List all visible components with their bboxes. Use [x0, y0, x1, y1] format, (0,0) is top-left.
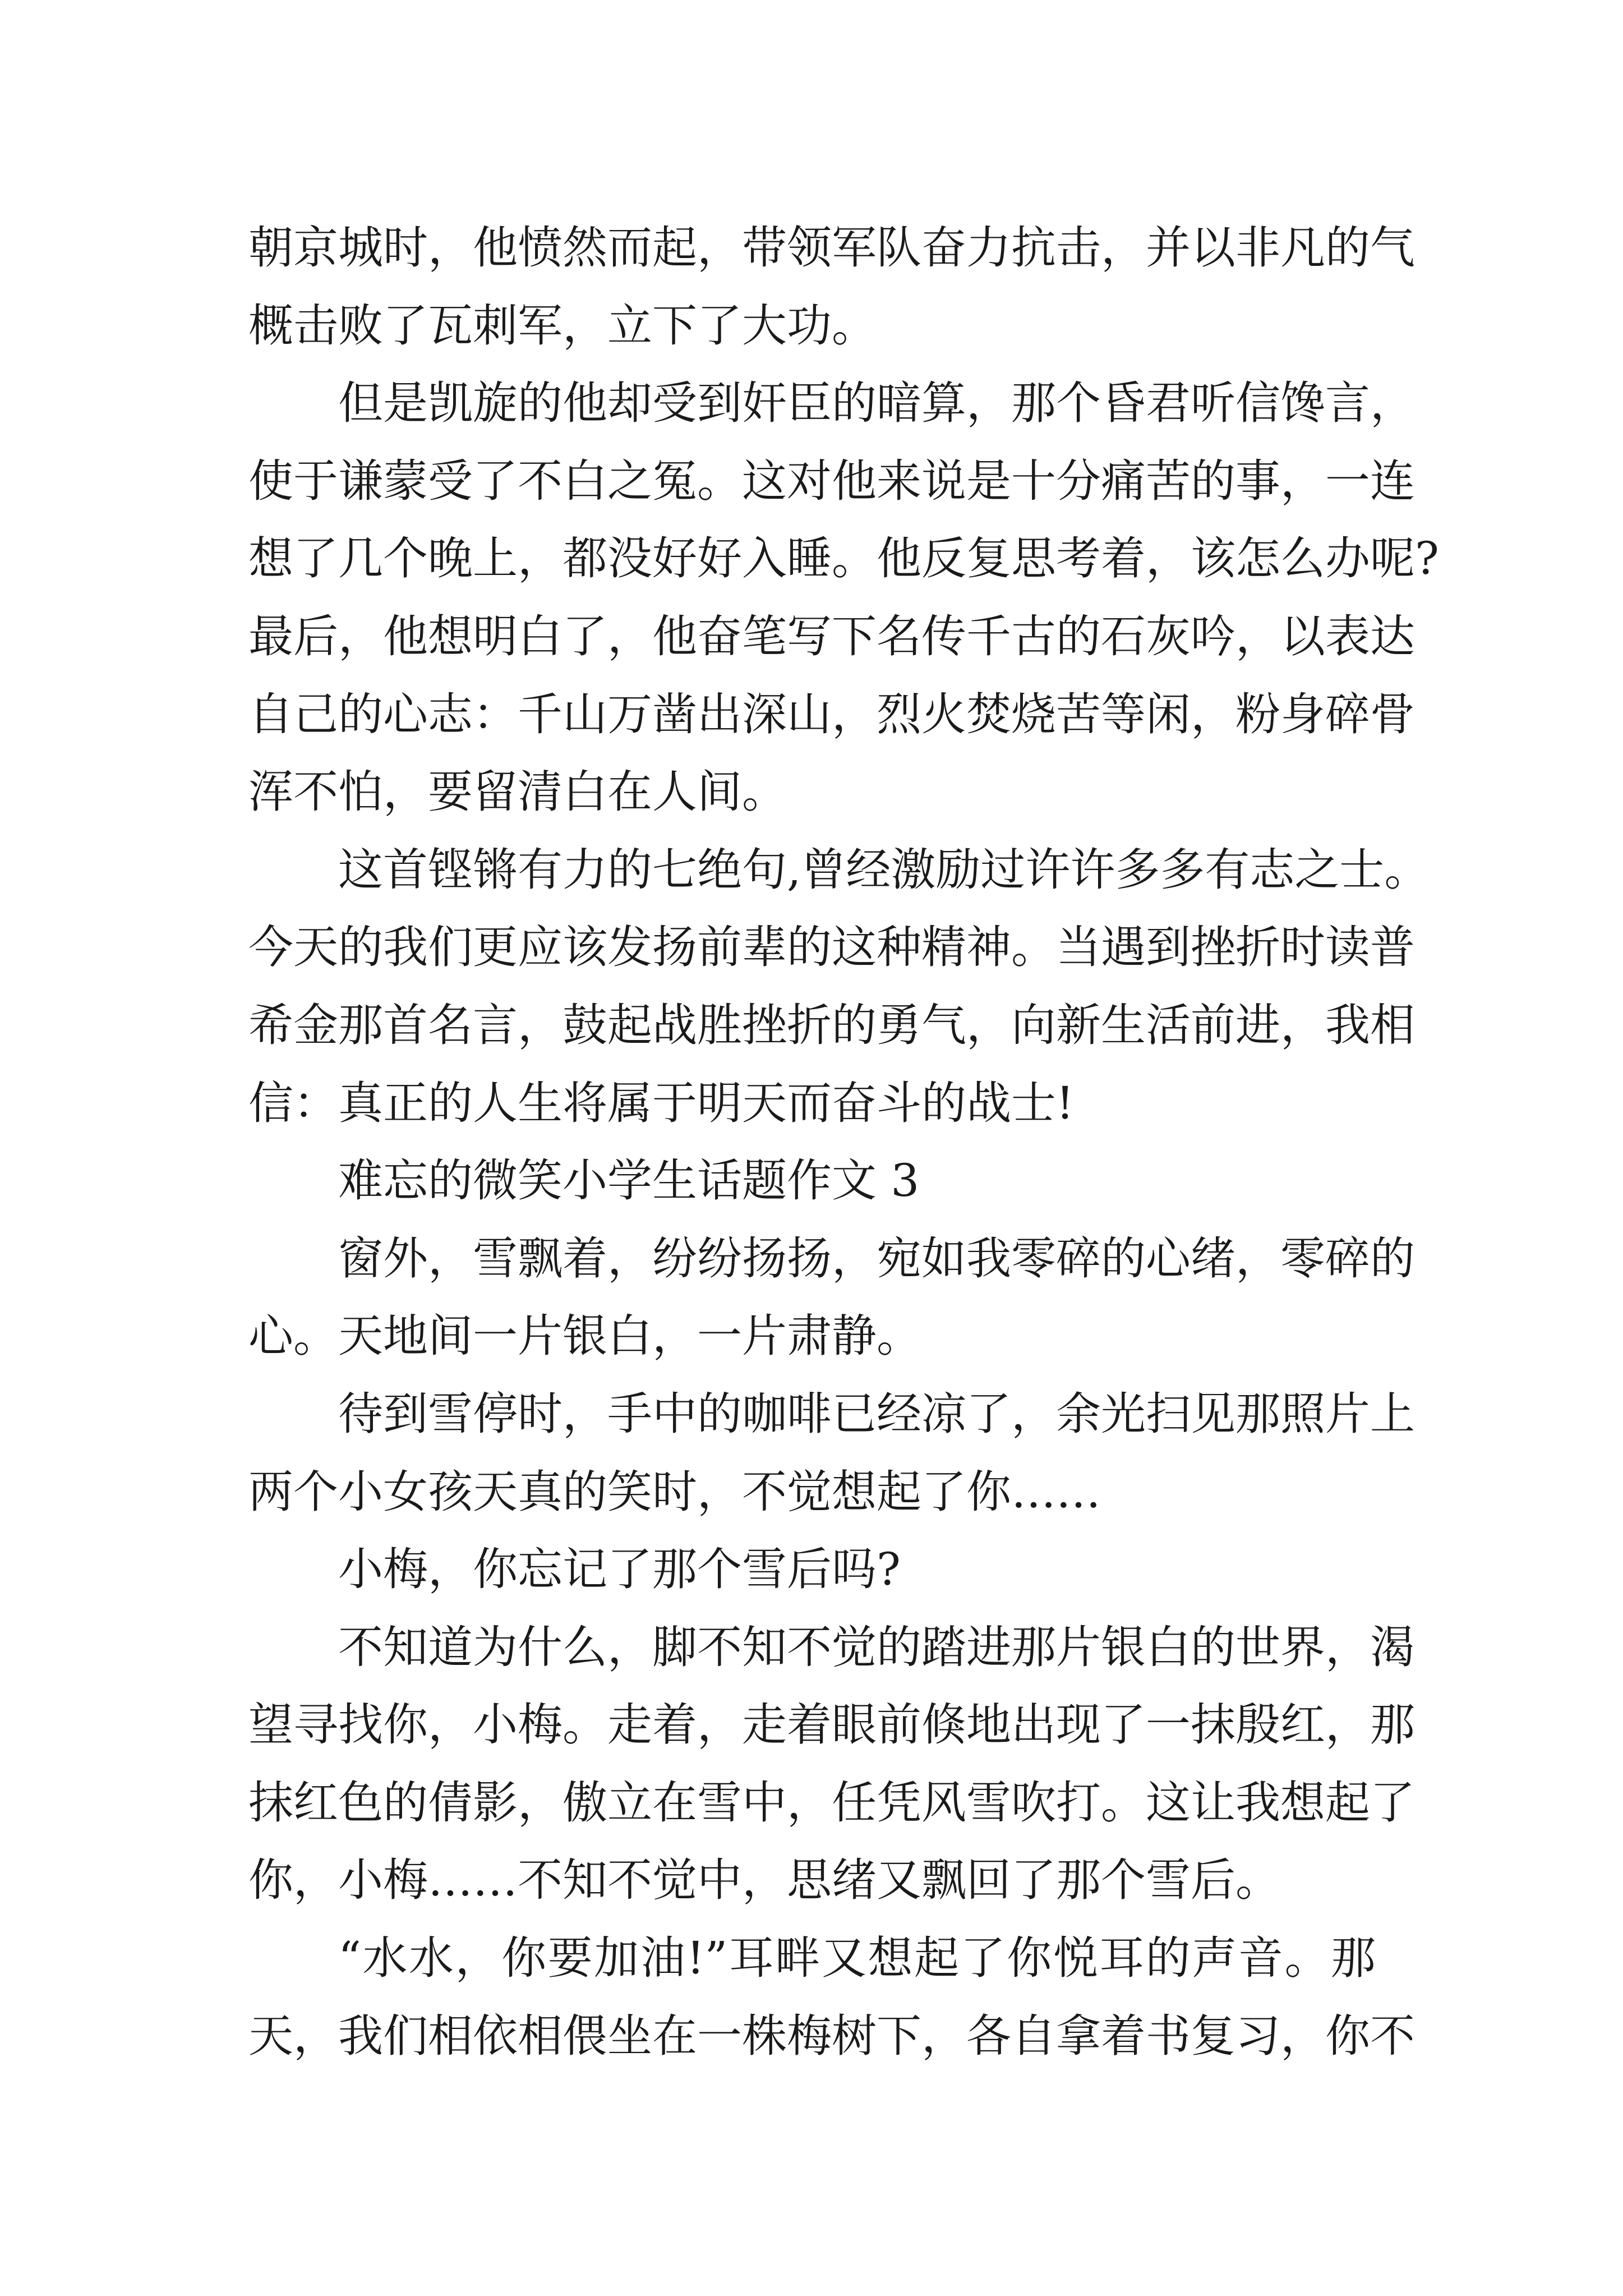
- text-line: “水水，你要加油!”耳畔又想起了你悦耳的声音。那: [338, 1932, 1376, 1985]
- text-line: 今天的我们更应该发扬前辈的这种精神。当遇到挫折时读普: [248, 921, 1415, 974]
- text-line: 使于谦蒙受了不白之冤。这对他来说是十分痛苦的事，一连: [248, 454, 1415, 507]
- text-line: 概击败了瓦刺军，立下了大功。: [248, 299, 877, 352]
- text-line: 两个小女孩天真的笑时，不觉想起了你……: [248, 1465, 1101, 1518]
- text-line: 小梅，你忘记了那个雪后吗?: [338, 1543, 901, 1596]
- text-line: 窗外，雪飘着，纷纷扬扬，宛如我零碎的心绪，零碎的: [338, 1232, 1415, 1285]
- text-line: 心。天地间一片银白，一片肃静。: [248, 1310, 921, 1363]
- text-line: 希金那首名言，鼓起战胜挫折的勇气，向新生活前进，我相: [248, 999, 1415, 1051]
- text-line: 信：真正的人生将属于明天而奋斗的战士!: [248, 1076, 1075, 1129]
- text-line: 天，我们相依相偎坐在一株梅树下，各自拿着书复习，你不: [248, 2009, 1415, 2062]
- text-line: 你，小梅……不知不觉中，思绪又飘回了那个雪后。: [248, 1854, 1280, 1907]
- section-heading: 难忘的微笑小学生话题作文 3: [338, 1154, 920, 1207]
- text-line: 这首铿锵有力的七绝句,曾经激励过许许多多有志之士。: [338, 843, 1430, 896]
- text-line: 待到雪停时，手中的咖啡已经凉了，余光扫见那照片上: [338, 1387, 1415, 1440]
- document-body: [248, 209, 1439, 2075]
- text-line: 抹红色的倩影，傲立在雪中，任凭风雪吹打。这让我想起了: [248, 1776, 1415, 1829]
- text-line: 想了几个晚上，都没好好入睡。他反复思考着，该怎么办呢?: [248, 532, 1439, 585]
- text-line: 最后，他想明白了，他奋笔写下名传千古的石灰吟，以表达: [248, 610, 1415, 662]
- text-line: 朝京城时，他愤然而起，带领军队奋力抗击，并以非凡的气: [248, 222, 1415, 274]
- text-line: 自己的心志：千山万凿出深山，烈火焚烧苦等闲，粉身碎骨: [248, 688, 1415, 740]
- text-line: 望寻找你，小梅。走着，走着眼前倏地出现了一抹殷红，那: [248, 1699, 1415, 1751]
- text-line: 不知道为什么，脚不知不觉的踏进那片银白的世界，渴: [338, 1621, 1415, 1673]
- text-line: 但是凯旋的他却受到奸臣的暗算，那个昏君听信馋言，: [338, 377, 1415, 430]
- text-line: 浑不怕，要留清白在人间。: [248, 766, 787, 818]
